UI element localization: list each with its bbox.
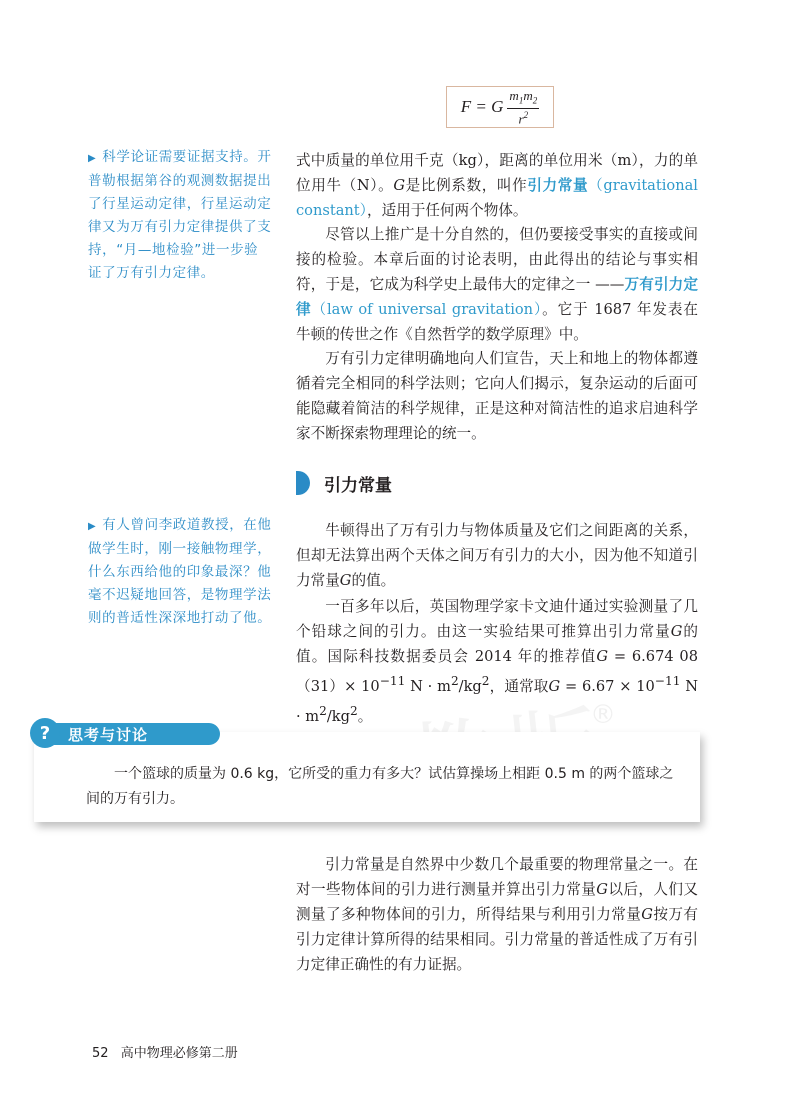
paragraph-law-origin: 尽管以上推广是十分自然的，但仍要接受事实的直接或间接的检验。本章后面的讨论表明，由此得出的结论与事实相符，于是，它成为科学史上最伟大的定律之一 ——万有引力定律（law of universal gravitation）。它于 1687 年发表在牛顿的传世之作《自然哲学的数学原理》中。 — [296, 226, 698, 343]
section-title: 引力常量 — [324, 475, 392, 496]
term-gravitational-constant: 引力常量 — [527, 177, 589, 194]
formula-lhs: F = G — [460, 97, 504, 116]
paragraph-cavendish: 一百多年以后，英国物理学家卡文迪什通过实验测量了几个铅球之间的引力。由这一实验结果可推算出引力常量G的值。国际科技数据委员会 2014 年的推荐值G = 6.674 $08(31)\times 10^{-11}$ $N \cdot m^2/kg^2$，通常取$G = 6.67 \times 10^{-11}$ $N \cdot m^2/kg^2$。 — [296, 598, 699, 725]
gravitation-formula — [446, 86, 554, 128]
paragraph-g-significance: 引力常量是自然界中少数几个最重要的物理常量之一。在对一些物体间的引力进行测量并算出引力常量G以后，人们又测量了多种物体间的引力，所得结果与利用引力常量G按万有引力定律计算所得的结果相同。引力常量的普适性成了万有引力定律正确性的有力证据。 — [296, 856, 698, 973]
margin-note-evidence: ▶ 科学论证需要证据支持。开普勒根据第谷的观测数据提出了行星运动定律，行星运动定律又为万有引力定律提供了支持，“月—地检验”进一步验证了万有引力定律。 — [88, 149, 272, 281]
triangle-marker-icon: ▶ — [88, 153, 97, 164]
page-number: 52 — [92, 1046, 109, 1061]
formula-fraction: $\frac{m_1m_2}{r^2}$ — [509, 88, 538, 126]
triangle-marker-icon: ▶ — [88, 521, 97, 532]
book-title: 高中物理必修第二册 — [120, 1046, 238, 1061]
paragraph-unification: 万有引力定律明确地向人们宣告，天上和地上的物体都遵循着完全相同的科学法则；它向人们揭示，复杂运动的后面可能隐藏着简洁的科学规律，正是这种对简洁性的追求启迪科学家不断探索物理理论的统一。 — [296, 350, 698, 442]
section-heading — [296, 470, 392, 496]
paragraph-newton-unknown-g: 牛顿得出了万有引力与物体质量及它们之间距离的关系，但却无法算出两个天体之间万有引力的大小，因为他不知道引力常量G的值。 — [296, 522, 698, 589]
discussion-title: 思考与讨论 — [68, 726, 149, 744]
section-marker-icon — [296, 471, 310, 495]
term-universal-gravitation: 万有引力定律 — [296, 276, 698, 318]
question-mark-icon: ? — [30, 718, 60, 748]
paragraph-units: 式中质量的单位用千克（kg），距离的单位用米（m），力的单位用牛（N）。G是比例系数，叫作引力常量（gravitational constant），适用于任何两个物体。 — [296, 152, 698, 219]
registered-mark: ® — [590, 700, 616, 730]
discussion-header — [28, 718, 224, 750]
discussion-question: 一个篮球的质量为 0.6 kg，它所受的重力有多大？试估算操场上相距 0.5 m 的两个篮球之间的万有引力。 — [86, 766, 674, 807]
page-footer — [92, 1042, 238, 1061]
margin-note-li-zhengdao: ▶ 有人曾问李政道教授，在他做学生时，刚一接触物理学，什么东西给他的印象最深？他毫不迟疑地回答，是物理学法则的普适性深深地打动了他。 — [88, 517, 272, 626]
